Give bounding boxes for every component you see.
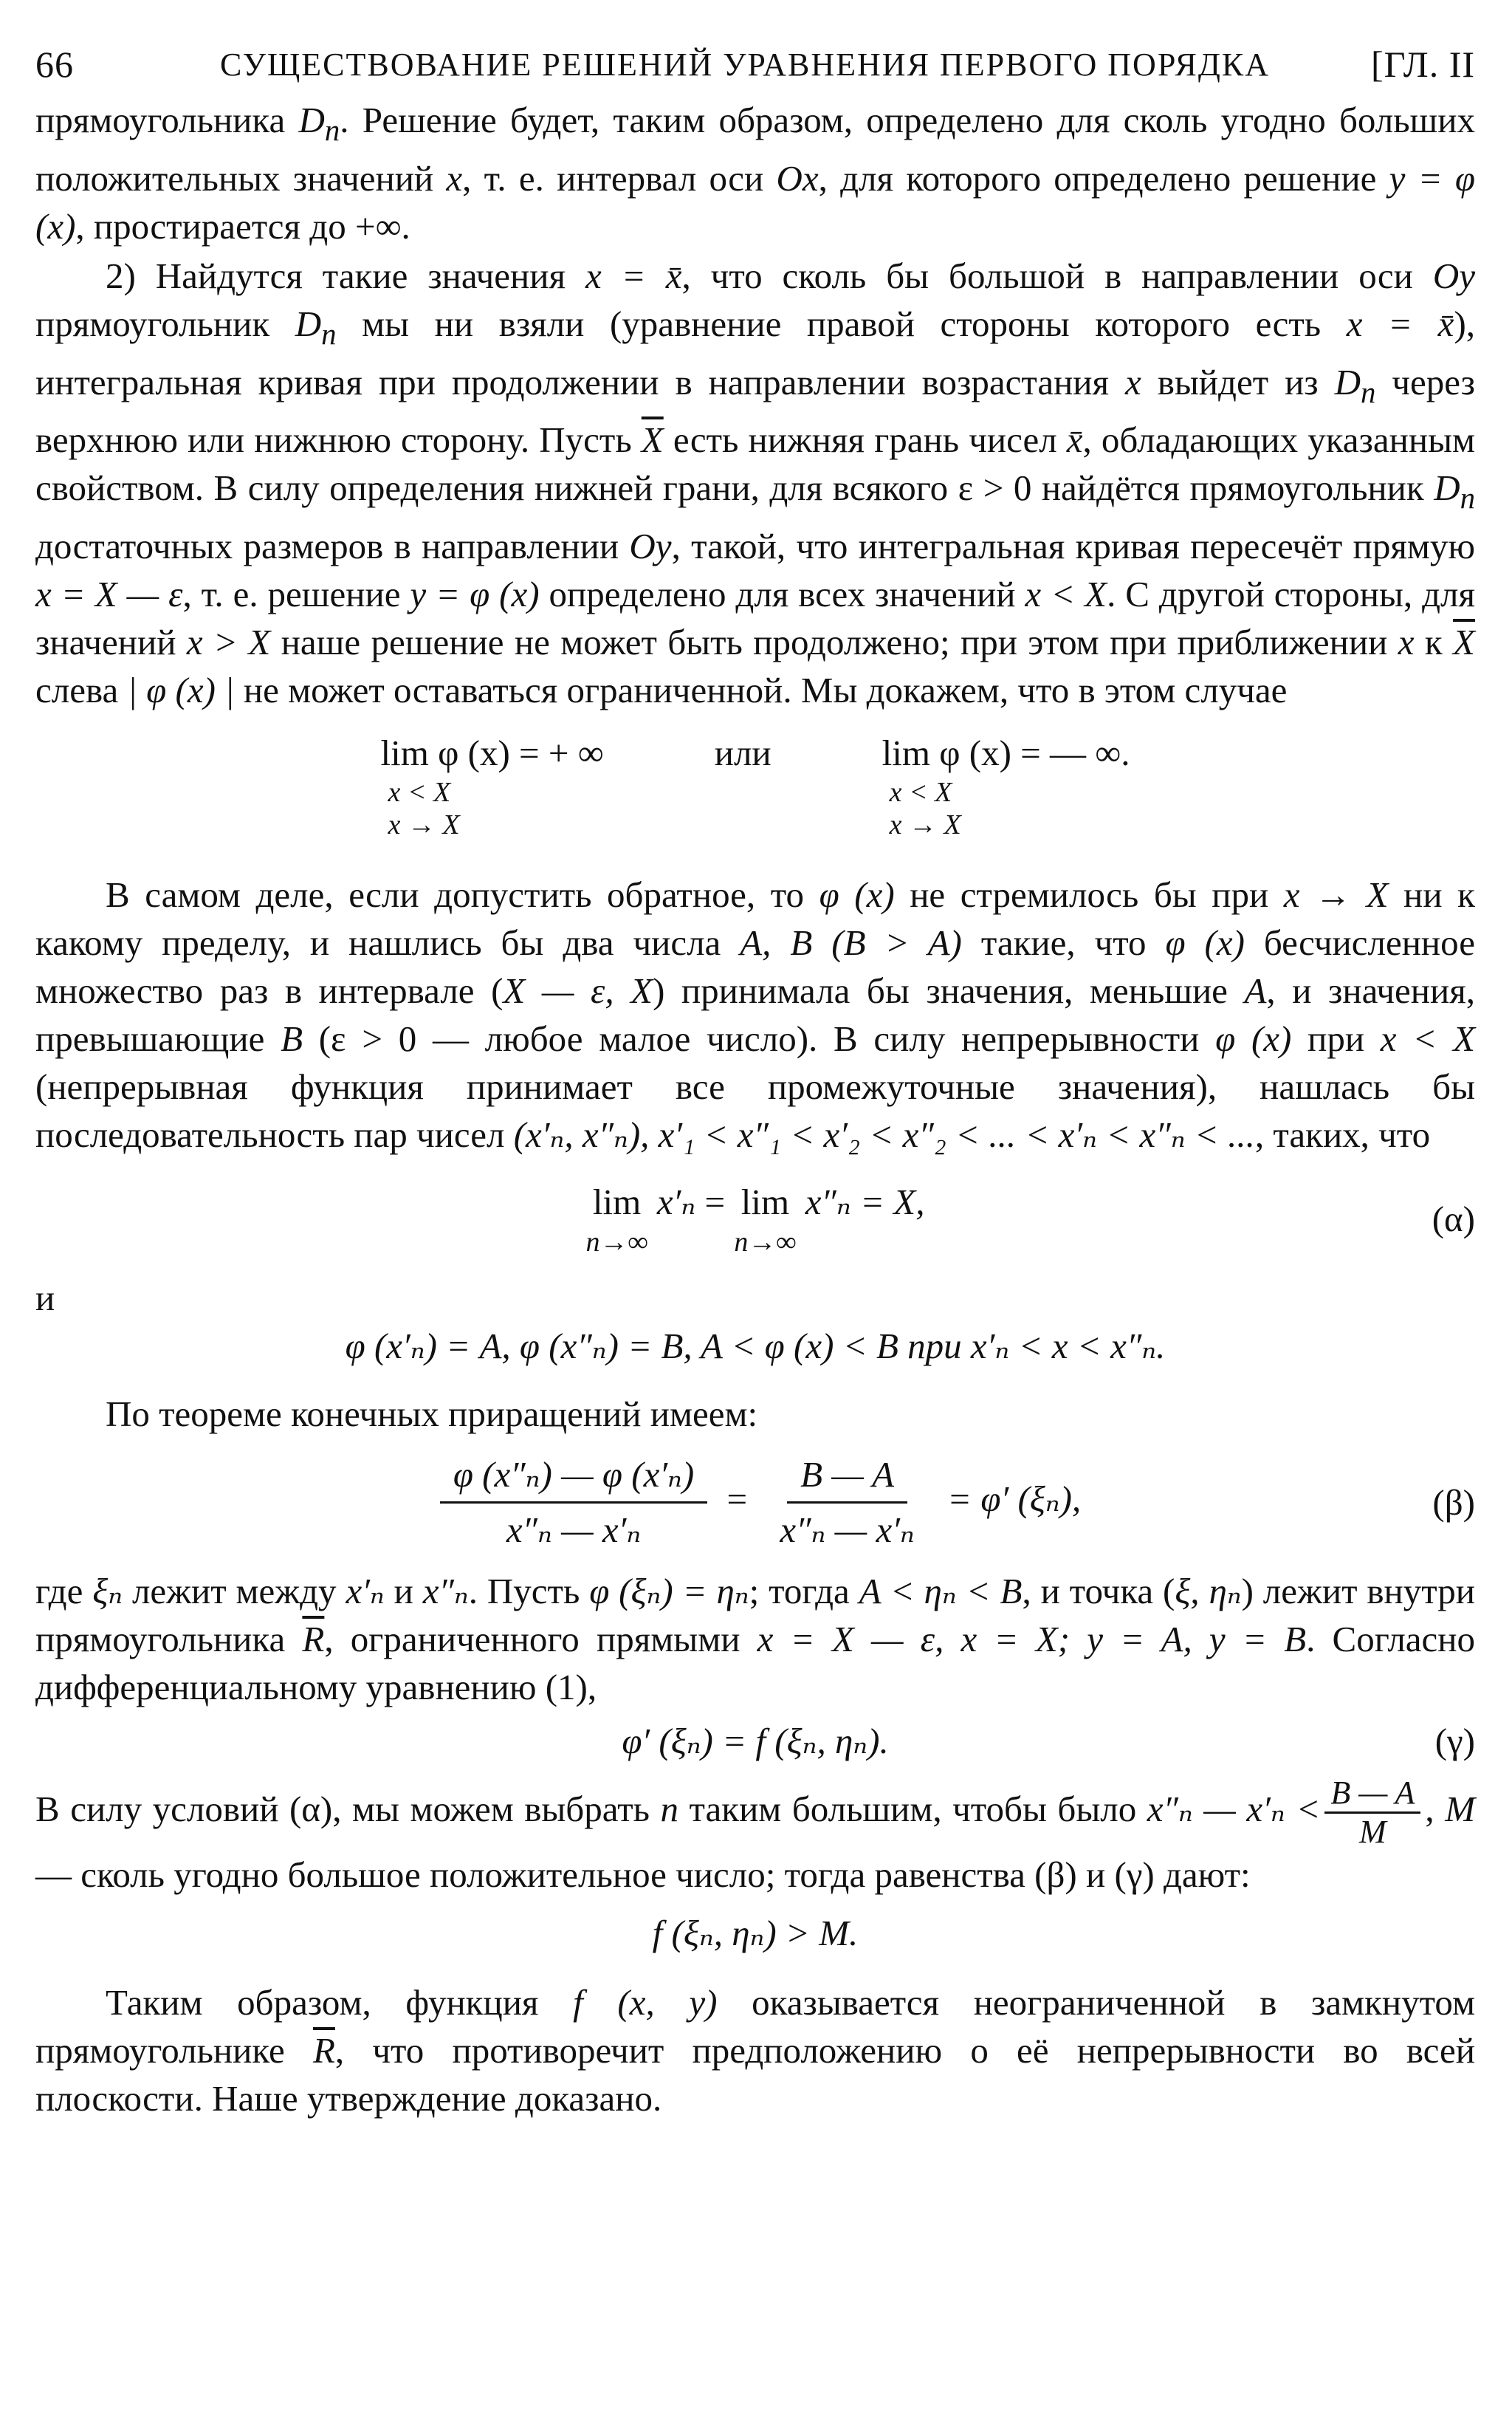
paragraph-1: прямоугольника $D_n$. Решение будет, таким образом, определено для сколь угодно больших положительных значений x, т. е. интервал оси Ox, для которого определено решение y = φ (x), простирается до +∞. <box>35 100 1476 247</box>
equation-values: φ (x′ₙ) = A, φ (x″ₙ) = B, A < φ (x) < B при x′ₙ < x < x″ₙ. <box>345 1326 1166 1367</box>
equation-alpha: lim n→∞ x′ₙ = lim n→∞ x″ₙ = X, (α) <box>585 1182 1475 1258</box>
limit-left: lim φ (x) = + ∞ x < X x → X <box>380 733 604 841</box>
paragraph-5: В силу условий (α), мы можем выбрать n таким большим, чтобы было x″ₙ — x′ₙ < $\frac{B — A}{M}$ , M — сколь угодно большое положительное число; тогда равенства (β) и (γ) дают: <box>35 1775 1476 1896</box>
limit-right: lim φ (x) = — ∞. x < X x → X <box>882 733 1130 841</box>
running-header <box>35 30 1475 96</box>
equation-final: f (ξₙ, ηₙ) > M. <box>652 1913 859 1954</box>
paragraph-4: где ξₙ лежит между x′ₙ и x″ₙ. Пусть φ (ξₙ) = ηₙ; тогда A < ηₙ < B, и точка (ξ, ηₙ) лежит внутри прямоугольника $\overline{R}$, ограниченного прямыми x = X — ε, x = X; y = A, y = B. Согласно дифференциальному уравнению (1), <box>35 1571 1475 1708</box>
equation-beta: $\frac{\text{φ (x″ₙ) — φ (x′ₙ)}}{\text{x″ₙ — x′ₙ}}$ = $\frac{B — A}{\text{x″ₙ — x′ₙ}}$ = φ′ (ξₙ), (β) <box>35 1453 1475 1552</box>
page-number: 66 <box>35 44 74 85</box>
running-title: СУЩЕСТВОВАНИЕ РЕШЕНИЙ УРАВНЕНИЯ ПЕРВОГО ПОРЯДКА <box>220 47 1271 83</box>
equation-label-beta: (β) <box>1432 1481 1475 1523</box>
limit-or: или <box>714 733 772 774</box>
equation-label-gamma: (γ) <box>1434 1721 1475 1762</box>
conjunction-and: и <box>35 1278 55 1319</box>
chapter-marker: [ГЛ. II <box>1370 44 1475 85</box>
equation-label-alpha: (α) <box>1432 1199 1475 1240</box>
theorem-line: По теореме конечных приращений имеем: <box>106 1394 758 1435</box>
equation-gamma: φ′ (ξₙ) = f (ξₙ, ηₙ). (γ) <box>35 1718 1475 1764</box>
limit-equation <box>35 730 1475 841</box>
paragraph-6: Таким образом, функция f (x, y) оказывается неограниченной в замкнутом прямоугольнике $\overline{R}$, что противоречит предположению о её непрерывности во всей плоскости. Наше утверждение доказано. <box>35 1982 1475 2119</box>
paragraph-2: 2) Найдутся такие значения x = x̄, что сколь бы большой в направлении оси Oy прямоугольник $D_n$ мы ни взяли (уравнение правой стороны которого есть x = x̄), интегральная кривая при продолжении в направлении возрастания x выйдет из $D_n$ через верхнюю или нижнюю сторону. Пусть $\overline{X}$ есть нижняя грань чисел x̄, обладающих указанным свойством. В силу определения нижней грани, для всякого ε > 0 найдётся прямоугольник $D_n$ достаточных размеров в направлении Oy, такой, что интегральная кривая пересечёт прямую x = X — ε, т. е. решение y = φ (x) определено для всех значений x < X. С другой стороны, для значений x > X наше решение не может быть продолжено; при этом при приближении x к $\overline{X}$ слева | φ (x) | не может оставаться ограниченной. Мы докажем, что в этом случае <box>35 255 1476 711</box>
paragraph-3: В самом деле, если допустить обратное, то φ (x) не стремилось бы при x → X ни к какому пределу, и нашлись бы два числа A, B (B > A) такие, что φ (x) бесчисленное множество раз в интервале (X — ε, X) принимала бы значения, меньшие A, и значения, превышающие B (ε > 0 — любое малое число). В силу непрерывности φ (x) при x < X (непрерывная функция принимает все промежуточные значения), нашлась бы последовательность пар чисел (x′ₙ, x″ₙ), x′₁ < x″₁ < x′₂ < x″₂ < ... < x′ₙ < x″ₙ < ..., таких, что <box>35 874 1476 1156</box>
